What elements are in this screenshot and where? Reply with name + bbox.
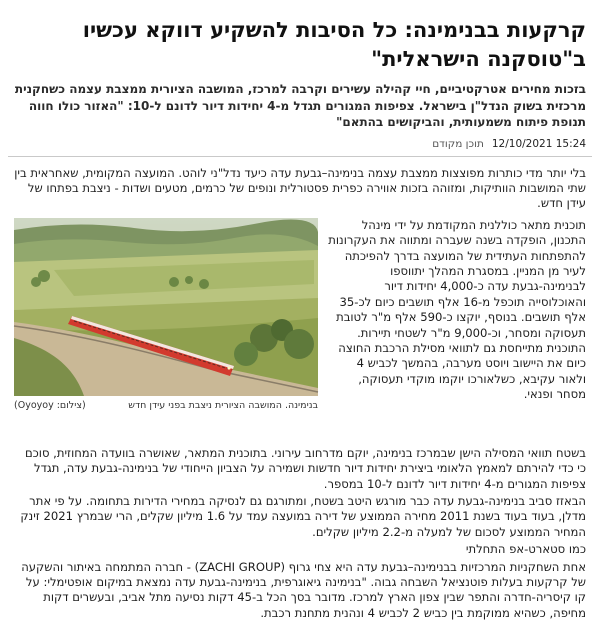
article-photo[interactable] bbox=[14, 218, 318, 396]
photo-caption: בנימינה. המושבה הציורית ניצבת בפני עידן חדש bbox=[128, 398, 318, 413]
photo-caption-row bbox=[14, 398, 318, 413]
photo-credit: (צילום: Oyoyoy) bbox=[14, 398, 86, 413]
article-body bbox=[0, 166, 600, 621]
body-paragraph: הבאזז סביב בנימינה-גבעת עדה כבר מורגש היטב בשטח, ומתורגם גם לנסיקה במחירי הדירות בתחומה. על פי אתר מדלן, בעוד בעוד בשנת 2011 מחירה הממוצע של דירה במועצה עמד על 1.6 מיליון שקלים, הרי שבמרץ 2021 זינק המחיר הממוצע לסכום של למעלה מ-2.2 מיליון שקלים. bbox=[14, 494, 586, 540]
body-paragraph: אחת השחקניות המרכזיות בבנימינה–גבעת עדה היא צחי גרוף (ZACHI GROUP) - חברה המתמחה באיתור והשקעה של קרקעות בעלות פוטנציאל השבחה גבוה. "בנימינה גיאוגרפית, בנימינה-גבעת עדה נמצאת במיקום אופטימלי: על קו קיסריה-חדרה והתפר שבין צפון הארץ למרכז. מדובר בסך הכל ב-45 דקות נסיעה מתל אביב, ובעשרים דקות מחיפה, כשהיא ממוקמת בין כביש 2 לכביש 4 ונהנית מתחנת רכבת. bbox=[14, 560, 586, 621]
divider bbox=[8, 156, 592, 157]
article-meta bbox=[14, 138, 586, 150]
column-paragraph: תוכנית מתאר כוללנית המקודמת על ידי מינהל התכנון, הופקדה בשנה שעברה ומתווה את העקרונות להתפתחות העתידית של המועצה בדרך להפיכתה לעיר מן המניין. במסגרת המהלך יתווספו לבנימינה-גבעת עדה כ-4,000 יחידות דיור והאוכלוסייה תוכפל מ-16 אלף תושבים כיום לכ-35 אלף תושבים. בנוסף, יוקצו כ-590 אלף מ"ר לטובת תעסוקה ומסחר, וכ-9,000 מ"ר לשטחי תיירות. התוכנית מתייחסת גם לתוואי מסילת הרכבת החוצה כיום את היישוב ויוסט מערבה, בהמשך לכביש 4 ולאור עקיבא, כשלאורכו יוקמו מוקדי תעסוקה, מסחר ופנאי. bbox=[328, 218, 586, 403]
article-subheadline: בזכות מחירים אטרקטיביים, חיי קהילה עשירים וקרבה למרכז, המושבה הציורית ממצבת עצמה כשחקנית מרכזית בשוק הנדל"ן בישראל. צפיפות המגורים תגדל מ-4 יחידות דיור לדונם ל-10: "האזור כולו חווה תנופת פיתוח משמעותית, והביקושים בהתאם" bbox=[14, 81, 586, 131]
publish-date: 15:24 12/10/2021 bbox=[492, 138, 586, 150]
article-headline: קרקעות בבנימינה: כל הסיבות להשקיע דווקא עכשיו ב"טוסקנה הישראלית" bbox=[0, 0, 600, 74]
train-landscape-illustration bbox=[14, 218, 318, 396]
intro-paragraph: בלי יותר מדי כותרות מפוצצות ממצבת עצמה בנימינה–גבעת עדה כיעד נדל"ני לוהט. המועצה המקומית, שאחראית בין שתי המושבות הוותיקות, ומזוהה בזכות אווירה כפרית פסטורלית ונופים של כרמים, מטעים ושדות - ניצבת בפתחו של עידן חדש. bbox=[14, 166, 586, 212]
text-and-figure bbox=[14, 218, 586, 446]
body-subheading: כמו סטארט-אפ התחלתי bbox=[14, 542, 586, 557]
body-paragraph: בשטח תוואי המסילה הישן שבמרכז בנימינה, יוקם מדרחוב עירוני. בתוכנית המתאר, שאושרה בוועדה המחוזית, סוכם כי כדי להירתם למאמץ הלאומי ביצירת יחידות דיור חדשות ושמירה על הצביון הייחודי של בנימינה-גבעת עדה, תגדל צפיפות המגורים מ-4 יחידות דיור לדונם ל-10 במספר. bbox=[14, 446, 586, 492]
article-figure bbox=[14, 218, 318, 413]
author-label[interactable]: תוכן מקודם bbox=[432, 138, 484, 150]
